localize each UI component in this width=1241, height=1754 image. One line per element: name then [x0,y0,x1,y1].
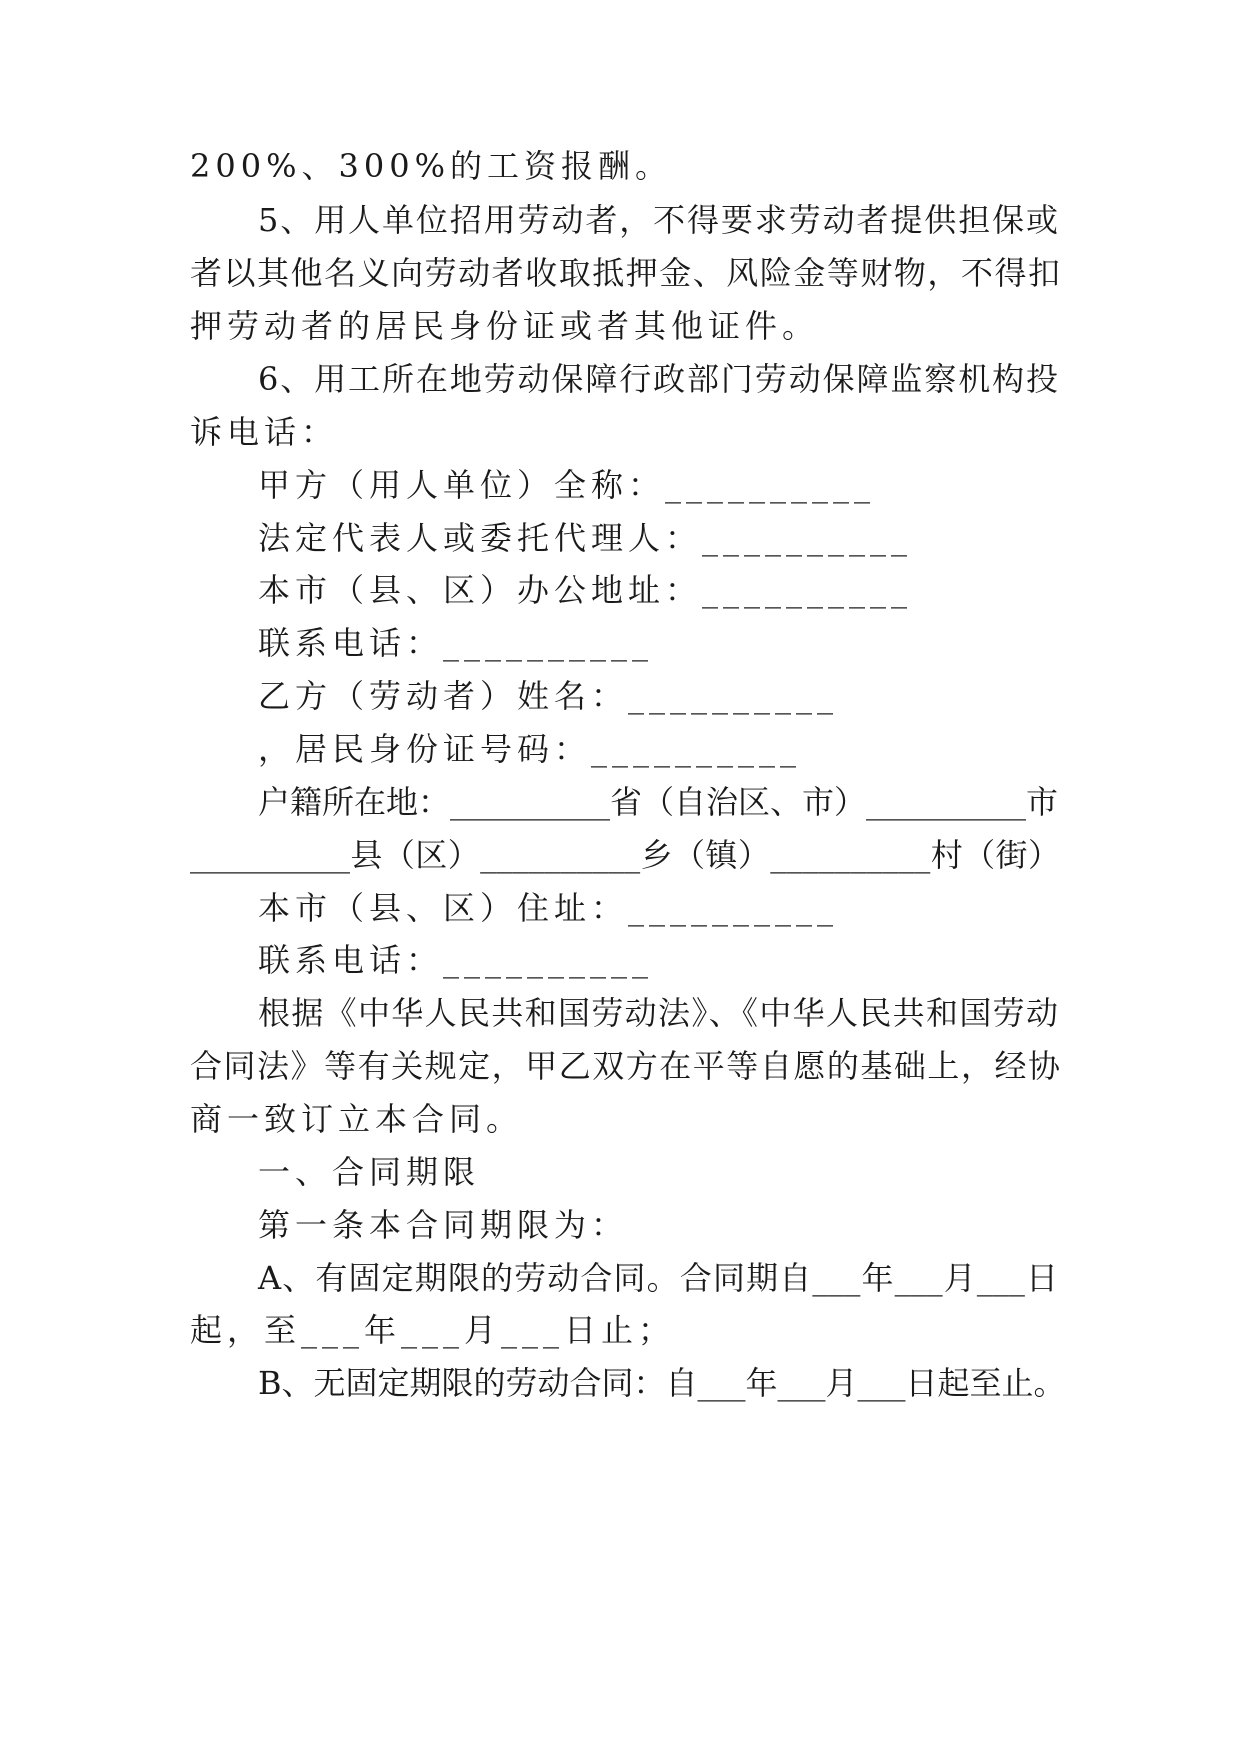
text-line: 诉电话： [190,413,339,451]
form-field-line: 户籍所在地：__________省（自治区、市）__________市 [258,783,1059,821]
form-field-line: 联系电话：__________ [258,624,654,662]
text-line: 5、用人单位招用劳动者，不得要求劳动者提供担保或 [258,201,1058,239]
text-line: B、无固定期限的劳动合同：自___年___月___日起至止。 [258,1364,1066,1402]
text-line: 第一条本合同期限为： [258,1206,629,1244]
text-line: A、有固定期限的劳动合同。合同期自___年___月___日 [258,1259,1058,1297]
form-field-line: 本市（县、区）住址：__________ [258,889,839,927]
form-field-line: 本市（县、区）办公地址：__________ [258,571,913,609]
text-line: 押劳动者的居民身份证或者其他证件。 [190,307,820,345]
text-line: 商一致订立本合同。 [190,1100,524,1138]
form-field-line: 联系电话：__________ [258,941,654,979]
form-field-line: 甲方（用人单位）全称：__________ [258,466,876,504]
text-line: 合同法》等有关规定，甲乙双方在平等自愿的基础上，经协 [190,1047,1060,1085]
text-line: 6、用工所在地劳动保障行政部门劳动保障监察机构投 [258,360,1058,398]
text-line: 起，至___年___月___日止； [190,1311,676,1349]
form-field-line: 乙方（劳动者）姓名：__________ [258,677,839,715]
form-field-line: 法定代表人或委托代理人：__________ [258,519,913,557]
form-field-line: ，居民身份证号码：__________ [258,730,802,768]
text-line: 200%、300%的工资报酬。 [190,147,672,185]
form-field-line: __________县（区）__________乡（镇）__________村（街） [190,836,1060,874]
text-line: 根据《中华人民共和国劳动法》、《中华人民共和国劳动 [258,994,1058,1032]
text-line: 者以其他名义向劳动者收取抵押金、风险金等财物，不得扣 [190,254,1060,292]
section-heading: 一、合同期限 [258,1153,481,1191]
